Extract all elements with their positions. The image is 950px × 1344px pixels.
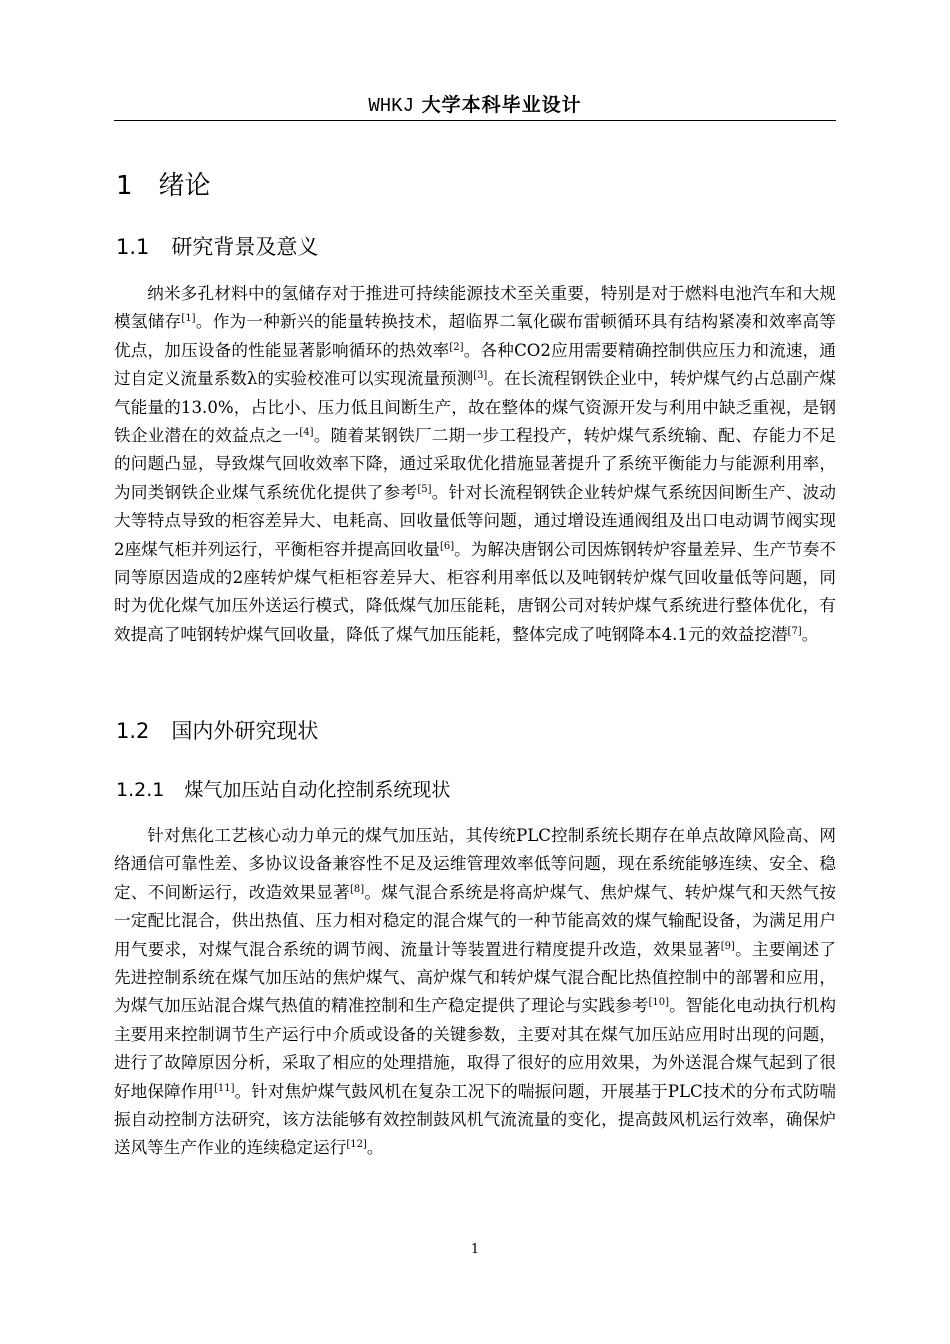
- chapter-heading: [116, 168, 211, 204]
- paragraph-background: [114, 280, 836, 649]
- para-text: 。为解决唐钢公司因炼钢转炉容量差异、生产节奏不同等原因造成的2座转炉煤气柜柜容差异大、柜容利用率低以及吨钢转炉煤气回收量低等问题，同时为优化煤气加压外送运行模式，降低煤气加压能耗，唐钢公司对转炉煤气系统进行整体优化，有效提高了吨钢转炉煤气回收量，降低了煤气加压能耗，整体完成了吨钢降本4.1元的效益挖潜: [114, 539, 837, 644]
- citation: [7]: [787, 625, 802, 637]
- citation: [4]: [299, 427, 314, 439]
- para-text: 。: [366, 1138, 384, 1158]
- para-text: 。在长流程钢铁企业中，转炉煤气约占总副产煤气能量的13.0%，占比小、压力低且间断生产，故在整体的煤气资源开发与利用中缺乏重视，是钢铁企业潜在的效益点之一: [114, 369, 836, 446]
- citation: [9]: [720, 940, 735, 952]
- citation: [12]: [346, 1139, 367, 1151]
- citation: [10]: [648, 997, 669, 1009]
- para-text: 。智能化电动执行机构主要用来控制调节生产运行中介质或设备的关键参数，主要对其在煤气加压站应用时出现的问题，进行了故障原因分析，采取了相应的处理措施，取得了很好的应用效果，为外送混合煤气起到了很好地保障作用: [114, 996, 837, 1101]
- section-title: 研究背景及意义: [171, 235, 319, 259]
- section-number: 1.1: [116, 235, 150, 259]
- para-text: 。各种CO2应用需要精确控制供应压力和流速，通过自定义流量系数λ的实验校准可以实现流量预测: [114, 340, 837, 389]
- section-heading-1-2: [116, 716, 318, 746]
- header-brand: WHKJ: [368, 95, 414, 117]
- page-number: 1: [470, 1242, 480, 1257]
- para-text: 。: [801, 624, 819, 644]
- chapter-number: 1: [116, 171, 133, 201]
- page-header: [114, 92, 836, 119]
- para-text: 。作为一种新兴的能量转换技术，超临界二氧化碳布雷顿循环具有结构紧凑和效率高等优点，加压设备的性能显著影响循环的热效率: [114, 312, 837, 360]
- citation: [5]: [417, 483, 432, 495]
- para-text: 。主要阐述了先进控制系统在煤气加压站的焦炉煤气、高炉煤气和转炉煤气混合配比热值控制中的部署和应用，为煤气加压站混合煤气热值的精准控制和生产稳定提供了理论与实践参考: [114, 939, 837, 1016]
- section-title: 国内外研究现状: [171, 719, 319, 743]
- citation: [3]: [473, 370, 488, 382]
- para-text: 针对焦化工艺核心动力单元的煤气加压站，其传统PLC控制系统长期存在单点故障风险高、网络通信可靠性差、多协议设备兼容性不足及运维管理效率低等问题，现在系统能够连续、安全、稳定、不间断运行，改造效果显著: [114, 826, 836, 902]
- para-text: 。随着某钢铁厂二期一步工程投产，转炉煤气系统输、配、存能力不足的问题凸显，导致煤气回收效率下降，通过采取优化措施显著提升了系统平衡能力与能源利用率，为同类钢铁企业煤气系统优化提供了参考: [114, 426, 837, 502]
- para-text: 。煤气混合系统是将高炉煤气、焦炉煤气、转炉煤气和天然气按一定配比混合，供出热值、压力相对稳定的混合煤气的一种节能高效的煤气输配设备，为满足用户用气要求，对煤气混合系统的调节阀、流量计等装置进行精度提升改造，效果显著: [114, 882, 837, 959]
- para-text: 纳米多孔材料中的氢储存对于推进可持续能源技术至关重要，特别是对于燃料电池汽车和大规模氢储存: [114, 284, 836, 332]
- header-rule: [114, 120, 836, 121]
- chapter-title: 绪论: [158, 171, 211, 201]
- citation: [2]: [449, 341, 464, 353]
- citation: [6]: [440, 540, 455, 552]
- section-heading-1-1: [116, 232, 318, 262]
- section-number: 1.2: [116, 719, 150, 743]
- header-title: 大学本科毕业设计: [421, 94, 582, 116]
- subsection-heading-1-2-1: [116, 776, 450, 804]
- citation: [8]: [349, 883, 365, 895]
- subsection-title: 煤气加压站自动化控制系统现状: [184, 779, 451, 801]
- paragraph-gas-station: [114, 822, 836, 1163]
- citation: [1]: [181, 313, 196, 325]
- subsection-number: 1.2.1: [116, 779, 165, 801]
- para-text: 。针对焦炉煤气鼓风机在复杂工况下的喘振问题，开展基于PLC技术的分布式防喘振自动控制方法研究，该方法能够有效控制鼓风机气流流量的变化，提高鼓风机运行效率，确保炉送风等生产作业的连续稳定运行: [114, 1081, 836, 1158]
- citation: [11]: [213, 1082, 235, 1094]
- para-text: 。针对长流程钢铁企业转炉煤气系统因间断生产、波动大等特点导致的柜容差异大、电耗高、回收量低等问题，通过增设连通阀组及出口电动调节阀实现2座煤气柜并列运行，平衡柜容并提高回收量: [114, 482, 837, 559]
